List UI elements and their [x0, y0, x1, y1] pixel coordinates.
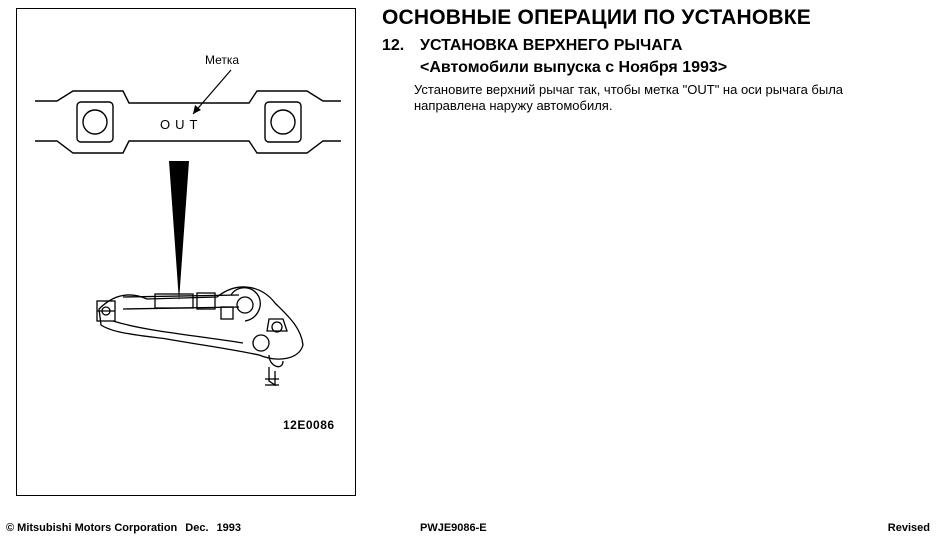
instruction-line-1: Установите верхний рычаг так, чтобы метка "OUT" на оси рычага была	[414, 82, 844, 97]
copyright-text: © Mitsubishi Motors Corporation	[6, 522, 178, 534]
footer-status: Revised	[887, 522, 930, 534]
step-subheading: <Автомобили выпуска с Ноября 1993>	[420, 59, 728, 76]
step-number: 12.	[382, 37, 405, 54]
upper-arm-assembly	[97, 287, 303, 385]
footer-date-month: Dec.	[185, 522, 209, 534]
illustration-frame	[16, 8, 356, 496]
step-heading	[382, 37, 682, 55]
step-title: УСТАНОВКА ВЕРХНЕГО РЫЧАГА	[420, 37, 683, 54]
figure-code: 12E0086	[283, 418, 335, 432]
left-bushing-hole	[83, 110, 107, 134]
right-bushing-hole	[271, 110, 295, 134]
instruction-line-2: направлена наружу автомобиля.	[414, 98, 613, 113]
section-title: ОСНОВНЫЕ ОПЕРАЦИИ ПО УСТАНОВКЕ	[382, 6, 811, 29]
shaft-outline-top	[35, 91, 341, 103]
view-pointer	[169, 161, 189, 301]
out-mark-label: OUT	[160, 117, 203, 132]
mark-label: Метка	[205, 53, 240, 67]
mark-leader-line	[193, 70, 231, 114]
footer-date-year: 1993	[216, 522, 241, 534]
shaft-outline-bottom	[35, 141, 341, 153]
footer-copyright	[6, 522, 241, 534]
step-instruction	[414, 82, 934, 114]
footer-doc-code: PWJE9086-E	[420, 522, 487, 534]
